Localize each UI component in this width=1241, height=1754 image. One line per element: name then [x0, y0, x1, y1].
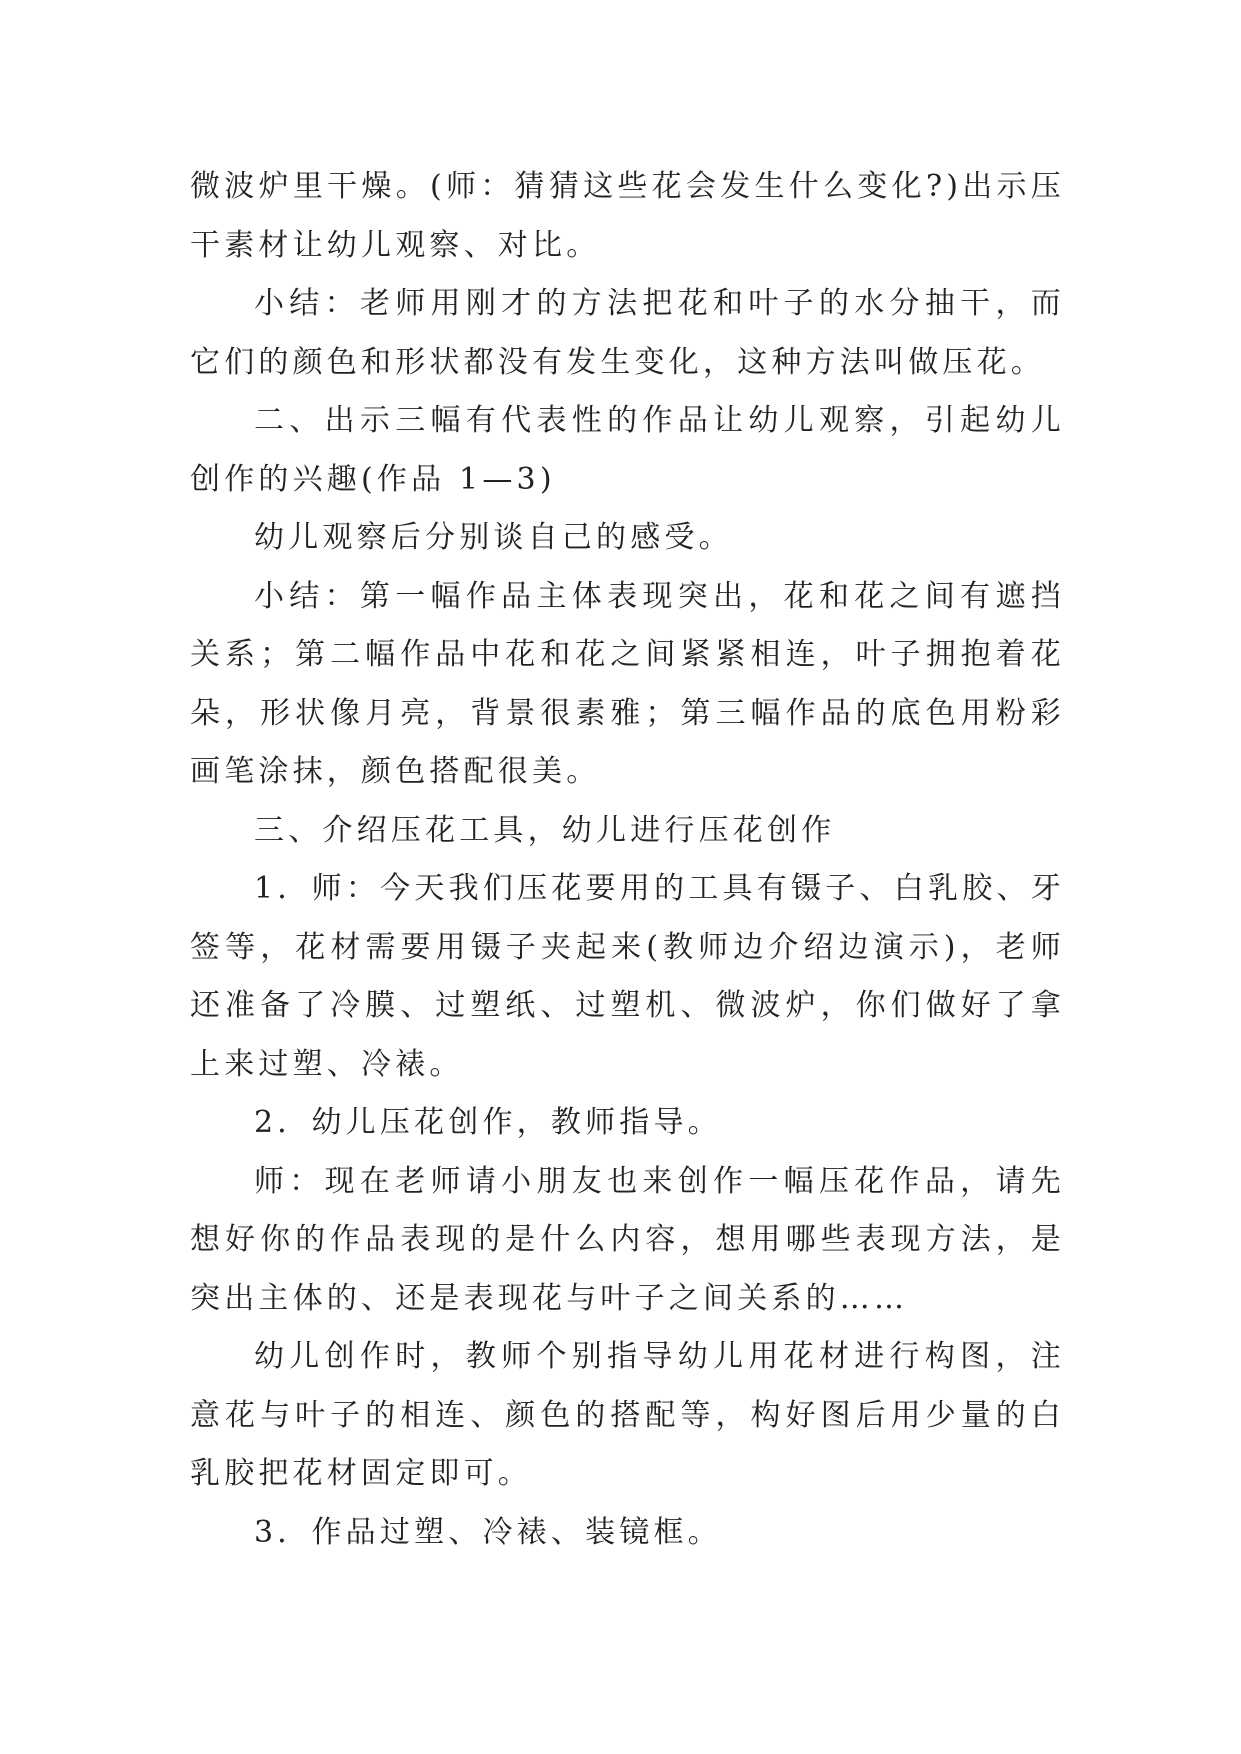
paragraph-3: 二、出示三幅有代表性的作品让幼儿观察，引起幼儿创作的兴趣(作品 1—3) — [190, 403, 1065, 497]
paragraph-10: 幼儿创作时，教师个别指导幼儿用花材进行构图，注意花与叶子的相连、颜色的搭配等，构好图后用少量的白乳胶把花材固定即可。 — [190, 1339, 1065, 1491]
document-body — [190, 158, 1065, 1562]
paragraph-11: 3．作品过塑、冷裱、装镜框。 — [254, 1514, 722, 1550]
paragraph-4: 幼儿观察后分别谈自己的感受。 — [254, 520, 733, 555]
paragraph-5: 小结：第一幅作品主体表现突出，花和花之间有遮挡关系；第二幅作品中花和花之间紧紧相连，叶子拥抱着花朵，形状像月亮，背景很素雅；第三幅作品的底色用粉彩画笔涂抹，颜色搭配很美。 — [190, 578, 1065, 789]
paragraph-6: 三、介绍压花工具，幼儿进行压花创作 — [254, 812, 836, 848]
paragraph-2: 小结：老师用刚才的方法把花和叶子的水分抽干，而它们的颜色和形状都没有发生变化，这种方法叫做压花。 — [190, 286, 1065, 380]
paragraph-1: 微波炉里干燥。(师：猜猜这些花会发生什么变化?)出示压干素材让幼儿观察、对比。 — [190, 169, 1065, 263]
paragraph-8: 2．幼儿压花创作，教师指导。 — [254, 1105, 722, 1140]
paragraph-7: 1．师：今天我们压花要用的工具有镊子、白乳胶、牙签等，花材需要用镊子夹起来(教师边介绍边演示)，老师还准备了冷膜、过塑纸、过塑机、微波炉，你们做好了拿上来过塑、冷裱。 — [190, 871, 1065, 1082]
paragraph-9: 师：现在老师请小朋友也来创作一幅压花作品，请先想好你的作品表现的是什么内容，想用哪些表现方法，是突出主体的、还是表现花与叶子之间关系的…… — [190, 1163, 1065, 1316]
